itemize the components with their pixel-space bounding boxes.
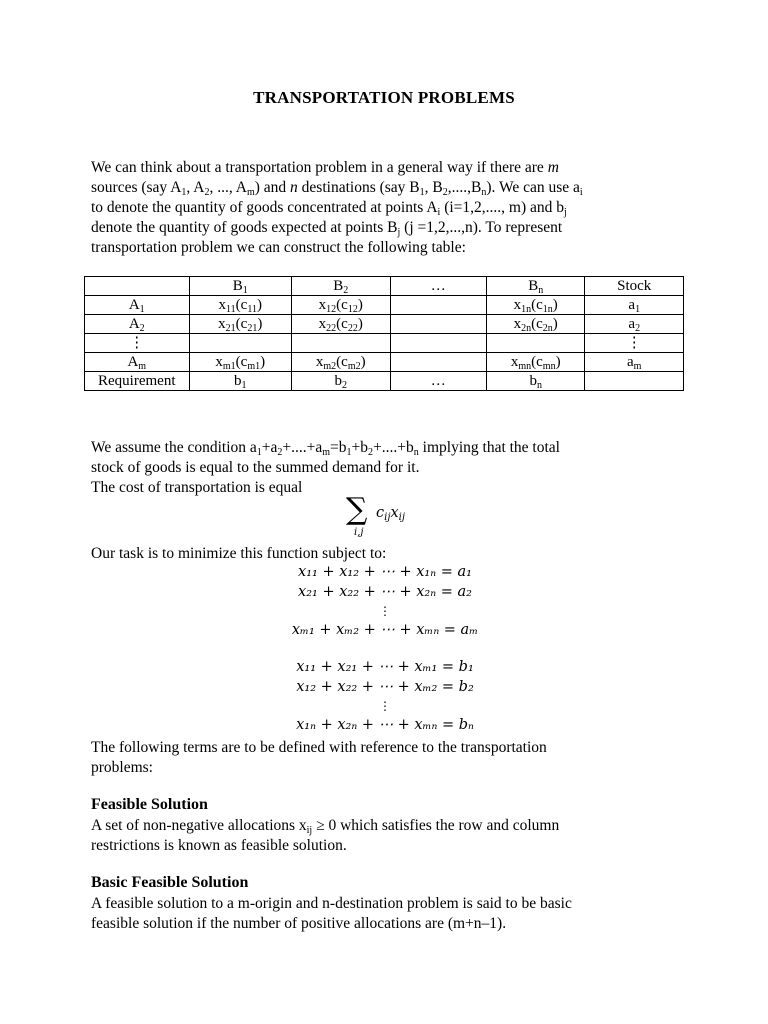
basic-feasible-paragraph (91, 894, 681, 934)
table-row (85, 296, 684, 315)
col-constraint-1: x₁₁ + x₂₁ + ⋯ + xₘ₁ = b₁ (296, 659, 474, 675)
table-row (85, 315, 684, 334)
table-cell: $x_{m1}(c_{m1})$ (189, 353, 292, 372)
table-cell (390, 353, 486, 372)
table-cell (390, 296, 486, 315)
table-cell: $x_{12}(c_{12})$ (292, 296, 390, 315)
row-constraint-2: x₂₁ + x₂₂ + ⋯ + x₂ₙ = a₂ (298, 584, 472, 600)
table-cell: $B_2$ (292, 277, 390, 296)
table-cell: $b_1$ (189, 372, 292, 391)
task-line: Our task is to minimize this function subject to: (91, 545, 387, 562)
table-cell (189, 334, 292, 353)
table-cell: … (390, 372, 486, 391)
table-row (85, 334, 684, 353)
table-cell (390, 334, 486, 353)
table-cell: $b_2$ (292, 372, 390, 391)
column-constraints (220, 657, 550, 735)
table-cell: $x_{11}(c_{11})$ (189, 296, 292, 315)
condition-paragraph (91, 438, 681, 498)
col-constraint-dots: ⋮ (379, 699, 391, 713)
table-cell: $b_n$ (486, 372, 584, 391)
basic-line-1: A feasible solution to a m-origin and n-destination problem is said to be basic (91, 895, 572, 912)
table-cell: $x_{1n}(c_{1n})$ (486, 296, 584, 315)
table-cell: $A_1$ (85, 296, 190, 315)
table-cell: … (390, 277, 486, 296)
table-cell (585, 372, 684, 391)
table-cell (486, 334, 584, 353)
table-header-row (85, 277, 684, 296)
sum-index: i,j (354, 527, 364, 538)
table-cell: $a_1$ (585, 296, 684, 315)
intro-line-2: sources (say $A_1$, $A_2$, ..., $A_m$) and n destinations (say $B_1$, $B_2,....,B_n$). We can use $a_i$ (91, 179, 583, 198)
table-cell: Requirement (85, 372, 190, 391)
terms-paragraph (91, 738, 681, 778)
table-cell: ⋮ (85, 334, 190, 353)
table-cell (390, 315, 486, 334)
terms-line-1: The following terms are to be defined with reference to the transportation (91, 739, 547, 756)
transportation-table (84, 276, 684, 391)
table-cell: $x_{m2}(c_{m2})$ (292, 353, 390, 372)
sigma-symbol: ∑ (346, 492, 368, 527)
table-cell (292, 334, 390, 353)
intro-paragraph (91, 158, 681, 258)
intro-line-5: transportation problem we can construct the following table: (91, 239, 466, 256)
table-cell: $B_1$ (189, 277, 292, 296)
basic-line-2: feasible solution if the number of positive allocations are (m+n–1). (91, 915, 507, 932)
row-constraint-1: x₁₁ + x₁₂ + ⋯ + x₁ₙ = a₁ (298, 564, 472, 580)
feasible-line-1: A set of non-negative allocations $x_{ij} \ge 0$ which satisfies the row and column (91, 817, 560, 836)
table-cell: $B_n$ (486, 277, 584, 296)
table-cell (85, 277, 190, 296)
table-cell: ⋮ (585, 334, 684, 353)
col-constraint-n: x₁ₙ + x₂ₙ + ⋯ + xₘₙ = bₙ (296, 717, 474, 733)
terms-line-2: problems: (91, 759, 153, 776)
feasible-paragraph (91, 816, 681, 856)
table-cell: Stock (585, 277, 684, 296)
table-cell: $A_m$ (85, 353, 190, 372)
row-constraint-m: xₘ₁ + xₘ₂ + ⋯ + xₘₙ = aₘ (291, 622, 479, 638)
intro-line-4: denote the quantity of goods expected at points $B_j$ (j =1,2,...,n). To represent (91, 219, 563, 238)
table-cell: $a_2$ (585, 315, 684, 334)
page-title: TRANSPORTATION PROBLEMS (253, 88, 515, 107)
table-row (85, 353, 684, 372)
table-cell: $x_{mn}(c_{mn})$ (486, 353, 584, 372)
objective-sum (346, 492, 466, 543)
condition-line-2: stock of goods is equal to the summed demand for it. (91, 459, 420, 476)
table-row (85, 372, 684, 391)
row-constraints (220, 562, 550, 640)
intro-line-3: to denote the quantity of goods concentrated at points $A_i$ (i=1,2,...., m) and $b_j$ (91, 199, 567, 218)
condition-line-3: The cost of transportation is equal (91, 479, 303, 496)
col-constraint-2: x₁₂ + x₂₂ + ⋯ + xₘ₂ = b₂ (296, 679, 474, 695)
objective-term: $c_{ij}x_{ij}$ (376, 505, 405, 523)
table-cell: $A_2$ (85, 315, 190, 334)
table-cell: $x_{22}(c_{22})$ (292, 315, 390, 334)
row-constraint-dots: ⋮ (379, 604, 391, 618)
feasible-line-2: restrictions is known as feasible solution. (91, 837, 347, 854)
intro-line-1: We can think about a transportation problem in a general way if there are m (91, 159, 559, 176)
table-cell: $x_{2n}(c_{2n})$ (486, 315, 584, 334)
condition-line-1: We assume the condition $a_1+a_2+....+a_m=b_1+b_2+....+b_n$ implying that the total (91, 439, 560, 458)
basic-feasible-heading: Basic Feasible Solution (91, 874, 249, 891)
table-cell: $a_m$ (585, 353, 684, 372)
feasible-heading: Feasible Solution (91, 796, 208, 813)
table-cell: $x_{21}(c_{21})$ (189, 315, 292, 334)
